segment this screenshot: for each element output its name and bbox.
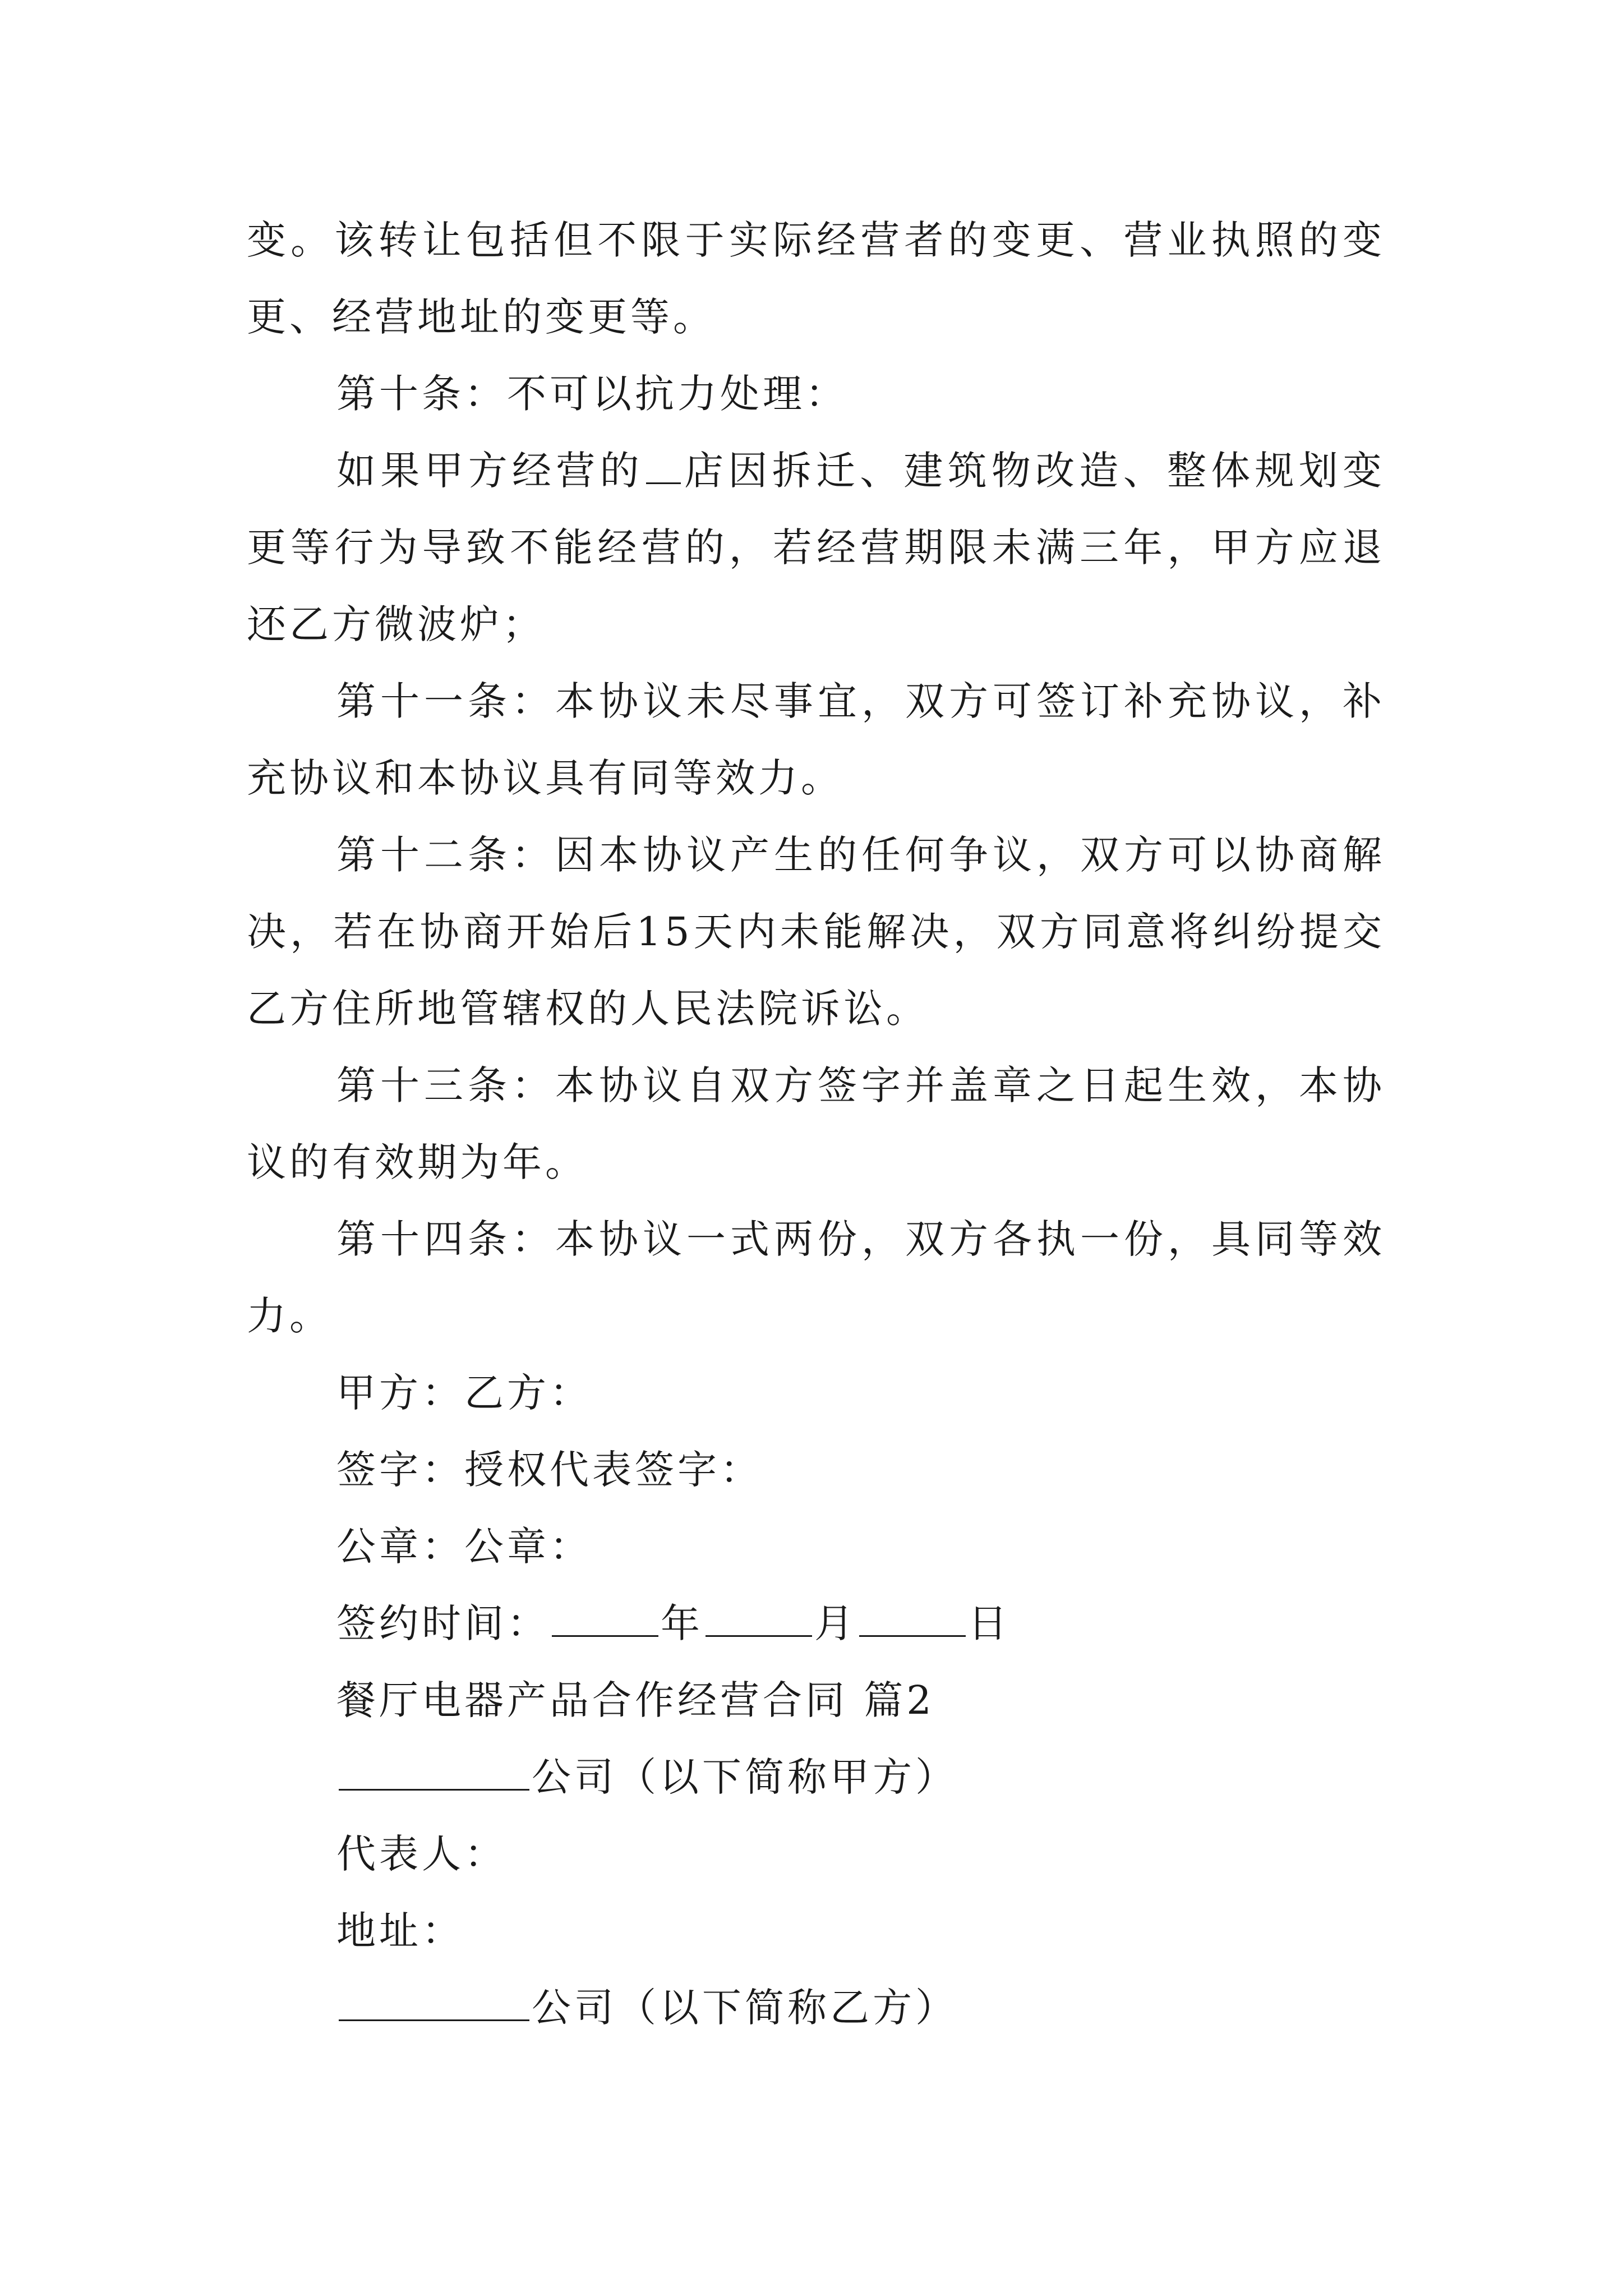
article-14: 第十四条：本协议一式两份，双方各执一份，具同等效力。 (247, 1216, 1385, 1339)
article-10-heading: 第十条：不可以抗力处理： (336, 371, 848, 417)
signature-sign: 签字：授权代表签字： (336, 1447, 763, 1493)
address-line: 地址： (336, 1908, 464, 1954)
day-label: 日 (968, 1600, 1011, 1646)
document-body (247, 202, 1385, 2046)
month-label: 月 (814, 1600, 857, 1646)
party-b-label: 公司（以下简称乙方） (532, 1985, 958, 2031)
month-blank (706, 1603, 812, 1637)
party-b-line (247, 1970, 1385, 2046)
signature-seal: 公章：公章： (336, 1524, 592, 1570)
party-b-company-blank (339, 1987, 529, 2021)
party-a-line (247, 1739, 1385, 1816)
representative-line: 代表人： (336, 1831, 507, 1877)
date-label: 签约时间： (336, 1600, 550, 1646)
year-blank (552, 1603, 658, 1637)
section-2-title: 餐厅电器产品合作经营合同 篇2 (336, 1677, 935, 1723)
article-12: 第十二条：因本协议产生的任何争议，双方可以协商解决，若在协商开始后15天内未能解决，双方同意将纠纷提交乙方住所地管辖权的人民法院诉讼。 (247, 832, 1385, 1032)
article-10-text-a: 如果甲方经营的 (336, 448, 644, 494)
day-blank (859, 1603, 966, 1637)
party-a-label: 公司（以下简称甲方） (532, 1754, 958, 1800)
year-label: 年 (661, 1600, 703, 1646)
article-10-text-b: 店因拆迁、建筑物改造、整体规划变更等行为导致不能经营的，若经营期限未满三年，甲方应退还乙方微波炉； (247, 448, 1386, 647)
article-13: 第十三条：本协议自双方签字并盖章之日起生效，本协议的有效期为年。 (247, 1062, 1385, 1185)
article-10-body (247, 432, 1385, 663)
party-a-company-blank (339, 1756, 529, 1791)
article-11: 第十一条：本协议未尽事宜，双方可签订补充协议，补充协议和本协议具有同等效力。 (247, 678, 1385, 801)
store-name-blank (646, 450, 681, 484)
signature-date (247, 1585, 1385, 1662)
signature-parties: 甲方：乙方： (336, 1370, 592, 1416)
paragraph-transfer-continued: 变。该转让包括但不限于实际经营者的变更、营业执照的变更、经营地址的变更等。 (247, 217, 1385, 340)
